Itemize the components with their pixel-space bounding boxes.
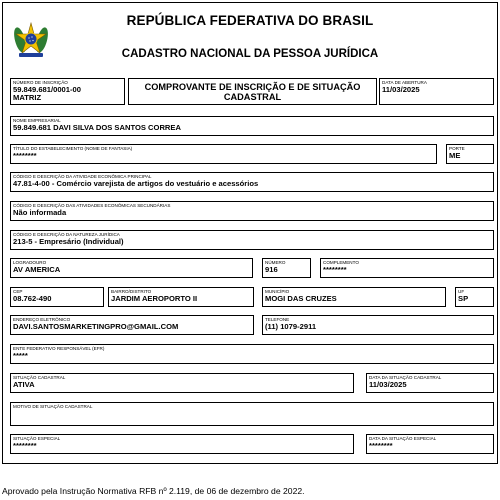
telefone-value: (11) 1079-2911 — [265, 322, 317, 331]
data-situacao-especial-field — [366, 434, 494, 454]
atividade-principal-field — [10, 172, 494, 192]
data-situacao-label: DATA DA SITUAÇÃO CADASTRAL — [369, 375, 442, 380]
situacao-field — [10, 373, 354, 393]
bairro-field — [108, 287, 254, 307]
uf-label: UF — [458, 289, 465, 294]
atividade-principal-value: 47.81-4-00 - Comércio varejista de artigos do vestuário e acessórios — [13, 179, 259, 188]
complemento-field — [320, 258, 494, 278]
telefone-label: TELEFONE — [265, 317, 290, 322]
registry-heading: CADASTRO NACIONAL DA PESSOA JURÍDICA — [121, 48, 379, 60]
data-situacao-especial-label: DATA DA SITUAÇÃO ESPECIAL — [369, 436, 437, 441]
situacao-especial-label: SITUAÇÃO ESPECIAL — [13, 436, 61, 441]
cep-value: 08.762-490 — [13, 294, 52, 303]
approval-footer: Aprovado pela Instrução Normativa RFB nº 2.119, de 06 de dezembro de 2022. — [2, 486, 305, 496]
municipio-value: MOGI DAS CRUZES — [265, 294, 337, 303]
situacao-label: SITUAÇÃO CADASTRAL — [13, 375, 66, 380]
country-heading: REPÚBLICA FEDERATIVA DO BRASIL — [126, 13, 374, 28]
document-title-box — [128, 78, 377, 105]
atividades-secundarias-value: Não informada — [13, 208, 67, 217]
abertura-field — [379, 78, 494, 105]
logradouro-field — [10, 258, 253, 278]
numero-label: NÚMERO — [265, 260, 286, 265]
email-label: ENDEREÇO ELETRÔNICO — [13, 317, 71, 322]
nome-value: 59.849.681 DAVI SILVA DOS SANTOS CORREA — [13, 123, 181, 132]
document-title — [129, 82, 376, 102]
efr-label: ENTE FEDERATIVO RESPONSÁVEL (EFR) — [13, 346, 105, 351]
natureza-label: CÓDIGO E DESCRIÇÃO DA NATUREZA JURÍDICA — [13, 232, 120, 237]
situacao-especial-field — [10, 434, 354, 454]
porte-value: ME — [449, 151, 461, 160]
inscricao-type: MATRIZ — [13, 92, 42, 102]
fantasia-value: ******** — [13, 151, 37, 160]
porte-label: PORTE — [449, 146, 465, 151]
municipio-field — [262, 287, 446, 307]
nome-label: NOME EMPRESARIAL — [13, 118, 61, 123]
situacao-especial-value: ******** — [13, 441, 37, 450]
municipio-label: MUNICÍPIO — [265, 289, 290, 294]
situacao-value: ATIVA — [13, 380, 35, 389]
natureza-field — [10, 230, 494, 250]
document-title-line2: CADASTRAL — [223, 92, 282, 102]
inscricao-number: 59.849.681/0001-00 — [13, 85, 81, 94]
nome-field — [10, 116, 494, 136]
email-value: DAVI.SANTOSMARKETINGPRO@GMAIL.COM — [13, 322, 179, 331]
uf-field — [455, 287, 494, 307]
data-situacao-field — [366, 373, 494, 393]
cep-field — [10, 287, 104, 307]
porte-field — [446, 144, 494, 164]
bairro-label: BAIRRO/DISTRITO — [111, 289, 152, 294]
logradouro-label: LOGRADOURO — [13, 260, 47, 265]
fantasia-field — [10, 144, 437, 164]
data-situacao-especial-value: ******** — [369, 441, 393, 450]
numero-field — [262, 258, 311, 278]
logradouro-value: AV AMERICA — [13, 265, 61, 274]
fantasia-label: TÍTULO DO ESTABELECIMENTO (NOME DE FANTASIA) — [13, 146, 133, 151]
abertura-value: 11/03/2025 — [382, 85, 420, 94]
uf-value: SP — [458, 294, 469, 303]
numero-value: 916 — [265, 265, 278, 274]
inscricao-label: NÚMERO DE INSCRIÇÃO — [13, 80, 68, 85]
abertura-label: DATA DE ABERTURA — [382, 80, 427, 85]
telefone-field — [262, 315, 494, 335]
bairro-value: JARDIM AEROPORTO II — [111, 294, 198, 303]
document-title-line1: COMPROVANTE DE INSCRIÇÃO E DE SITUAÇÃO — [144, 82, 361, 92]
atividades-secundarias-field — [10, 201, 494, 221]
complemento-label: COMPLEMENTO — [323, 260, 359, 265]
email-field — [10, 315, 254, 335]
atividade-principal-label: CÓDIGO E DESCRIÇÃO DA ATIVIDADE ECONÔMICA PRINCIPAL — [13, 174, 152, 179]
natureza-value: 213-5 - Empresário (Individual) — [13, 237, 124, 246]
data-situacao-value: 11/03/2025 — [369, 380, 407, 389]
atividades-secundarias-label: CÓDIGO E DESCRIÇÃO DAS ATIVIDADES ECONÔMICAS SECUNDÁRIAS — [13, 203, 171, 208]
motivo-label: MOTIVO DE SITUAÇÃO CADASTRAL — [13, 404, 93, 409]
efr-field — [10, 344, 494, 364]
complemento-value: ******** — [323, 265, 347, 274]
motivo-field — [10, 402, 494, 426]
efr-value: ***** — [13, 351, 28, 360]
cep-label: CEP — [13, 289, 23, 294]
inscricao-field — [10, 78, 125, 105]
